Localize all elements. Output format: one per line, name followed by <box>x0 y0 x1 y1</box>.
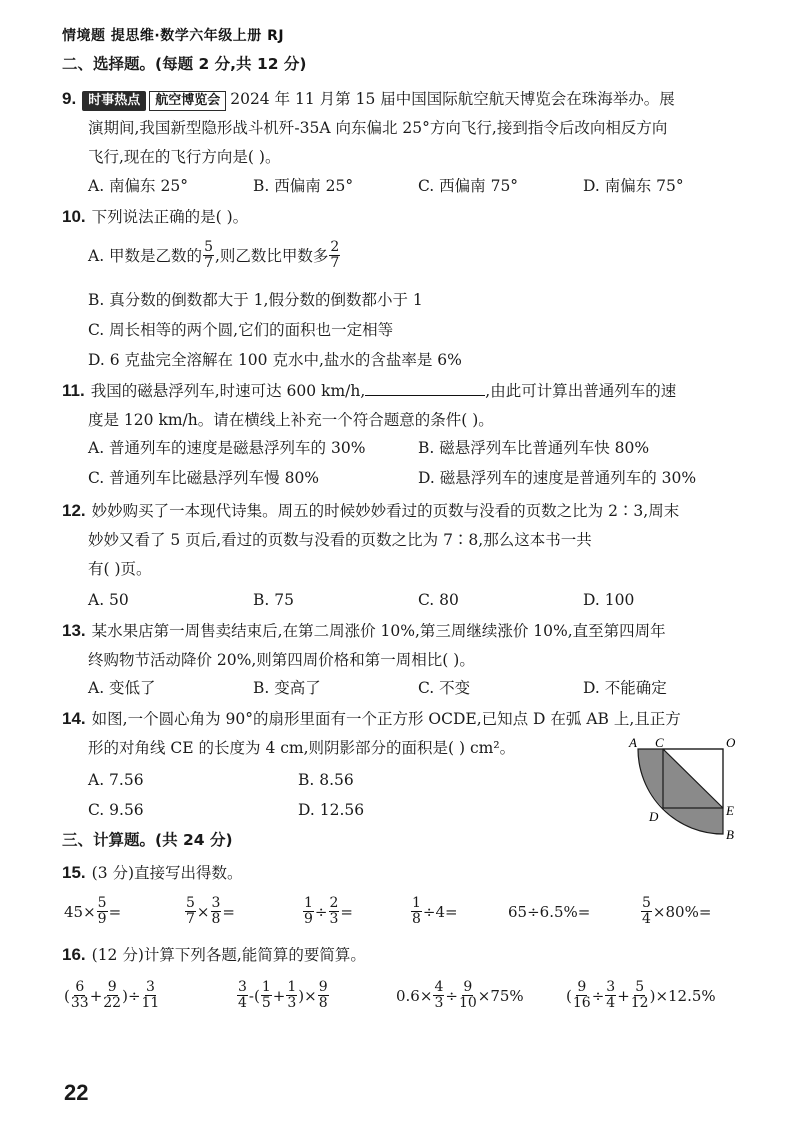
question-15 <box>62 858 752 888</box>
q13-number: 13. <box>62 621 86 640</box>
q9-line1: 2024 年 11 月第 15 届中国国际航空航天博览会在珠海举办。展 <box>230 90 675 108</box>
q12-option-a[interactable]: A. 50 <box>88 591 129 609</box>
q10-stem: 下列说法正确的是( )。 <box>91 208 249 226</box>
q14-line1: 如图,一个圆心角为 90°的扇形里面有一个正方形 OCDE,已知点 D 在弧 AB 上,且正方 <box>91 710 681 728</box>
question-16 <box>62 940 752 970</box>
q12-option-d[interactable]: D. 100 <box>583 591 635 609</box>
question-12 <box>62 496 752 584</box>
q12-line3: 有( )页。 <box>88 560 152 578</box>
q13-option-c[interactable]: C. 不变 <box>418 679 471 697</box>
q10-option-a[interactable] <box>88 240 341 271</box>
q10-frac-5-7: $\frac{5}{7}$ <box>204 239 213 271</box>
q11-option-a[interactable]: A. 普通列车的速度是磁悬浮列车的 30% <box>88 439 366 457</box>
q12-line2: 妙妙又看了 5 页后,看过的页数与没看的页数之比为 7∶8,那么这本书一共 <box>88 531 592 549</box>
q11-options-row2 <box>88 466 748 490</box>
q9-option-d[interactable]: D. 南偏东 75° <box>583 177 684 195</box>
q9-option-b[interactable]: B. 西偏南 25° <box>253 177 354 195</box>
q16-stem: (12 分)计算下列各题,能简算的要简算。 <box>91 946 366 964</box>
label-b: B <box>726 827 734 842</box>
question-9 <box>62 84 752 172</box>
q15-stem: (3 分)直接写出得数。 <box>91 864 243 882</box>
q11-number: 11. <box>62 381 85 400</box>
q10-number: 10. <box>62 207 86 226</box>
q16-calc-4[interactable]: ( $\frac{9}{16}$ ÷ $\frac{3}{4}$ + $\frac{5}{12}$ )×12.5% <box>566 979 716 1011</box>
q14-option-c[interactable]: C. 9.56 <box>88 801 144 819</box>
q12-number: 12. <box>62 501 86 520</box>
q11-line1-pre: 我国的磁悬浮列车,时速可达 600 km/h, <box>90 382 366 400</box>
q9-option-c[interactable]: C. 西偏南 75° <box>418 177 519 195</box>
q11-answer-blank[interactable] <box>365 379 485 396</box>
q16-calc-2[interactable]: $\frac{3}{4}$ -( $\frac{1}{5}$ + $\frac{1}{3}$ )× $\frac{9}{8}$ <box>238 979 328 1011</box>
q9-number: 9. <box>62 89 77 108</box>
q10-option-b[interactable]: B. 真分数的倒数都大于 1,假分数的倒数都小于 1 <box>88 291 423 309</box>
q11-options-row1 <box>88 436 748 460</box>
q10-option-a-text2: ,则乙数比甲数多 <box>214 246 329 265</box>
q11-option-d[interactable]: D. 磁悬浮列车的速度是普通列车的 30% <box>418 469 697 487</box>
q15-expr-6[interactable]: $\frac{5}{4}$ ×80%= <box>642 895 712 927</box>
q13-line2: 终购物节活动降价 20%,则第四周价格和第一周相比( )。 <box>88 651 475 669</box>
q13-option-a[interactable]: A. 变低了 <box>88 679 156 697</box>
q15-expr-5[interactable]: 65÷6.5%= <box>508 903 591 921</box>
q11-line1-post: ,由此可计算出普通列车的速 <box>485 382 677 400</box>
q10-option-d[interactable]: D. 6 克盐完全溶解在 100 克水中,盐水的含盐率是 6% <box>88 351 462 369</box>
q11-option-b[interactable]: B. 磁悬浮列车比普通列车快 80% <box>418 439 650 457</box>
page-number: 22 <box>64 1080 89 1105</box>
q13-option-d[interactable]: D. 不能确定 <box>583 679 667 697</box>
q9-tag-topic: 航空博览会 <box>149 91 226 111</box>
label-o: O <box>726 735 736 750</box>
q14-number: 14. <box>62 709 86 728</box>
q10-frac-2-7: $\frac{2}{7}$ <box>330 239 340 271</box>
q15-expr-2[interactable]: $\frac{5}{7}$ × $\frac{3}{8}$ = <box>186 895 235 927</box>
q16-calc-1[interactable]: ( $\frac{6}{33}$ + $\frac{9}{22}$ )÷ $\frac{3}{11}$ <box>64 979 160 1011</box>
q16-number: 16. <box>62 945 86 964</box>
q9-option-a[interactable]: A. 南偏东 25° <box>88 177 188 195</box>
section-2-title: 二、选择题。(每题 2 分,共 12 分) <box>62 55 307 73</box>
q13-options <box>88 676 748 700</box>
shaded-region-bottom <box>663 808 723 834</box>
q14-options-row2 <box>88 798 508 822</box>
label-d: D <box>649 809 659 824</box>
label-e: E <box>726 803 734 818</box>
q12-line1: 妙妙购买了一本现代诗集。周五的时候妙妙看过的页数与没看的页数之比为 2∶3,周末 <box>91 502 680 520</box>
q15-number: 15. <box>62 863 86 882</box>
q11-line2: 度是 120 km/h。请在横线上补充一个符合题意的条件( )。 <box>88 411 494 429</box>
label-c: C <box>655 735 664 750</box>
q16-calc-3[interactable]: 0.6× $\frac{4}{3}$ ÷ $\frac{9}{10}$ ×75% <box>396 979 524 1011</box>
q11-option-c[interactable]: C. 普通列车比磁悬浮列车慢 80% <box>88 469 320 487</box>
shaded-region-left <box>638 749 665 809</box>
q14-option-a[interactable]: A. 7.56 <box>88 771 144 789</box>
q14-line2: 形的对角线 CE 的长度为 4 cm,则阴影部分的面积是( ) cm²。 <box>88 739 516 757</box>
q9-line3: 飞行,现在的飞行方向是( )。 <box>88 148 281 166</box>
q14-option-b[interactable]: B. 8.56 <box>298 771 354 789</box>
sector-square-figure <box>625 735 750 845</box>
q14-options-row1 <box>88 768 508 792</box>
q12-options <box>88 588 748 612</box>
q9-options <box>88 174 748 198</box>
q10-option-a-text1: A. 甲数是乙数的 <box>88 246 203 265</box>
question-10 <box>62 202 752 232</box>
q15-expr-1[interactable]: 45× $\frac{5}{9}$ = <box>64 895 122 927</box>
q15-expr-3[interactable]: $\frac{1}{9}$ ÷ $\frac{2}{3}$ = <box>304 895 353 927</box>
q13-line1: 某水果店第一周售卖结束后,在第二周涨价 10%,第三周继续涨价 10%,直至第四周年 <box>91 622 666 640</box>
q12-option-c[interactable]: C. 80 <box>418 591 459 609</box>
label-a: A <box>629 735 637 750</box>
q9-line2: 演期间,我国新型隐形战斗机歼-35A 向东偏北 25°方向飞行,接到指令后改向相反方向 <box>88 119 668 137</box>
q13-option-b[interactable]: B. 变高了 <box>253 679 321 697</box>
q14-option-d[interactable]: D. 12.56 <box>298 801 365 819</box>
q9-tag-news: 时事热点 <box>82 91 146 111</box>
page-header: 情境题 提思维·数学六年级上册 RJ <box>62 28 285 44</box>
q15-expr-4[interactable]: $\frac{1}{8}$ ÷4= <box>412 895 458 927</box>
q10-option-c[interactable]: C. 周长相等的两个圆,它们的面积也一定相等 <box>88 321 394 339</box>
question-13 <box>62 616 752 675</box>
q12-option-b[interactable]: B. 75 <box>253 591 294 609</box>
question-11 <box>62 376 752 435</box>
section-3-title: 三、计算题。(共 24 分) <box>62 831 233 849</box>
